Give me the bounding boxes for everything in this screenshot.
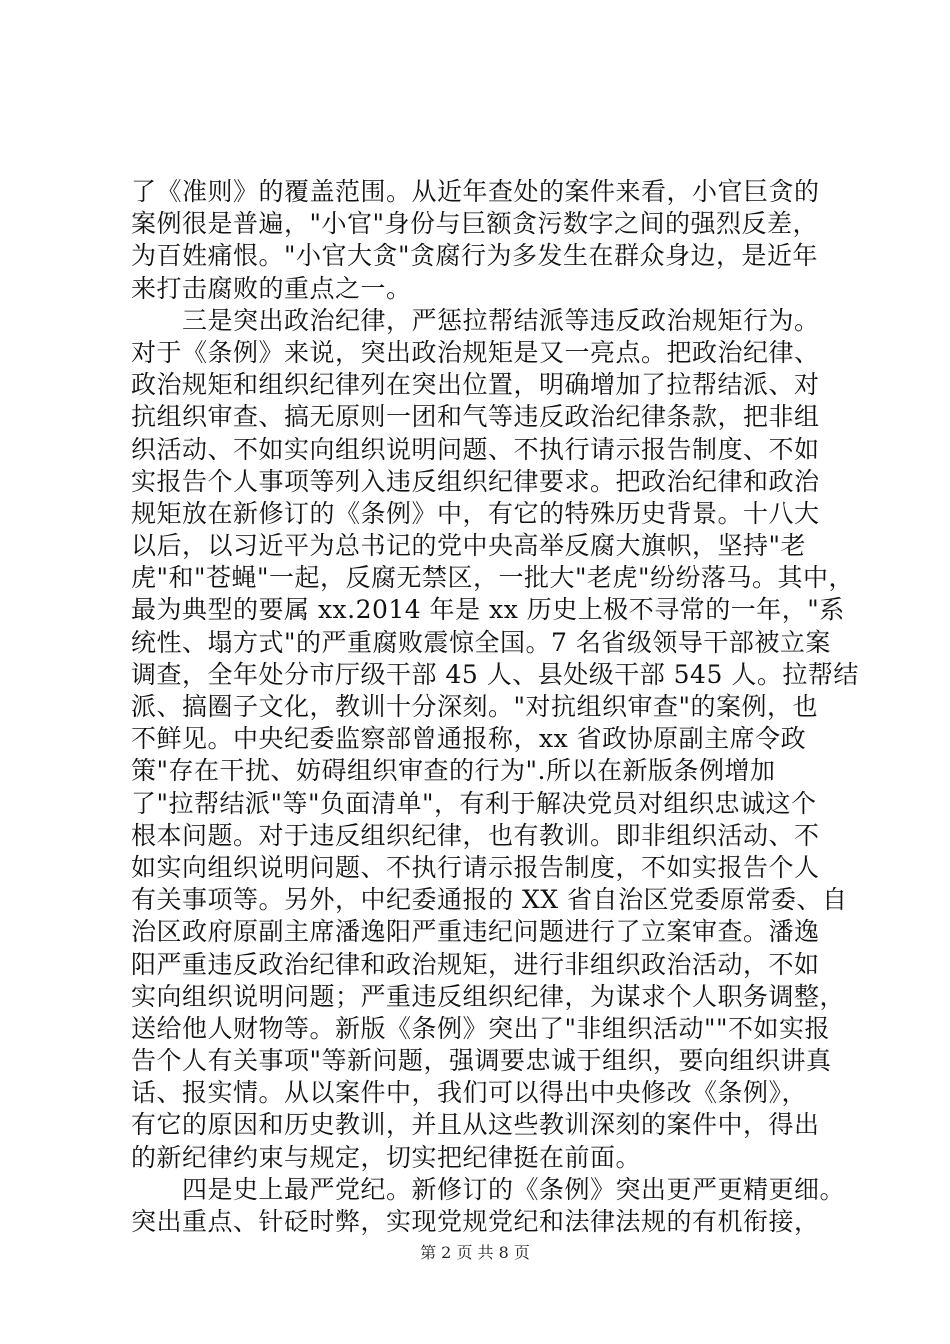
text-line: 了《准则》的覆盖范围。从近年查处的案件来看，小官巨贪的 [131,177,820,206]
text-line: 阳严重违反政治纪律和政治规矩，进行非组织政治活动，不如 [131,949,820,979]
text-line: 有它的原因和历史教训，并且从这些教训深刻的案件中，得出 [131,1110,820,1140]
text-line: 送给他人财物等。新版《条例》突出了"非组织活动""不如实报 [131,1013,830,1043]
text-line: 抗组织审查、搞无原则一团和气等违反政治纪律条款，把非组 [131,402,820,432]
text-line: 突出重点、针砭时弊，实现党规党纪和法律法规的有机衔接， [131,1207,820,1236]
text-line: 告个人有关事项"等新问题，强调要忠诚于组织，要向组织讲真 [131,1046,832,1076]
paragraph-start-line: 三是突出政治纪律，严惩拉帮结派等违反政治规矩行为。 [131,305,820,335]
text-line: 策"存在干扰、妨碍组织审查的行为".所以在新版条例增加 [131,756,776,786]
text-line: 织活动、不如实向组织说明问题、不执行请示报告制度、不如 [131,434,820,464]
paragraph-start-line: 四是史上最严党纪。新修订的《条例》突出更严更精更细。 [131,1174,846,1204]
page-number-footer: 第 2 页 共 8 页 [420,1243,530,1262]
text-line: 为百姓痛恨。"小官大贪"贪腐行为多发生在群众身边，是近年 [131,241,819,271]
text-line: 根本问题。对于违反组织纪律，也有教训。即非组织活动、不 [131,820,820,850]
text-line: 最为典型的要属 xx.2014 年是 xx 历史上极不寻常的一年，"系 [131,595,845,625]
text-line: 治区政府原副主席潘逸阳严重违纪问题进行了立案审查。潘逸 [131,917,820,947]
text-line: 不鲜见。中央纪委监察部曾通报称，xx 省政协原副主席令政 [131,724,807,754]
text-line: 有关事项等。另外，中纪委通报的 XX 省自治区党委原常委、自 [131,885,848,915]
text-line: 如实向组织说明问题、不执行请示报告制度，不如实报告个人 [131,852,820,882]
text-line: 实报告个人事项等列入违反组织纪律要求。把政治纪律和政治 [131,466,820,496]
text-line: 虎"和"苍蝇"一起，反腐无禁区，一批大"老虎"纷纷落马。其中， [131,563,854,593]
text-line: 派、搞圈子文化，教训十分深刻。"对抗组织审查"的案例，也 [131,692,819,721]
text-line: 以后，以习近平为总书记的党中央高举反腐大旗帜，坚持"老 [131,531,807,561]
text-line: 话、报实情。从以案件中，我们可以得出中央修改《条例》， [131,1078,808,1108]
text-line: 政治规矩和组织纪律列在突出位置，明确增加了拉帮结派、对 [131,370,820,400]
text-line: 实向组织说明问题；严重违反组织纪律，为谋求个人职务调整， [131,981,846,1011]
text-line: 的新纪律约束与规定，切实把纪律挺在前面。 [131,1142,642,1172]
text-line: 来打击腐败的重点之一。 [131,273,412,303]
text-line: 对于《条例》来说，突出政治规矩是又一亮点。把政治纪律、 [131,337,820,367]
text-line: 统性、塌方式"的严重腐败震惊全国。7 名省级领导干部被立案 [131,627,831,657]
text-line: 了"拉帮结派"等"负面清单"，有利于解决党员对组织忠诚这个 [131,788,817,818]
document-body [131,176,859,1238]
text-line: 规矩放在新修订的《条例》中，有它的特殊历史背景。十八大 [131,498,820,528]
text-line: 调查，全年处分市厅级干部 45 人、县处级干部 545 人。拉帮结 [131,659,859,689]
text-line: 案例很是普遍，"小官"身份与巨额贪污数字之间的强烈反差， [131,209,819,239]
